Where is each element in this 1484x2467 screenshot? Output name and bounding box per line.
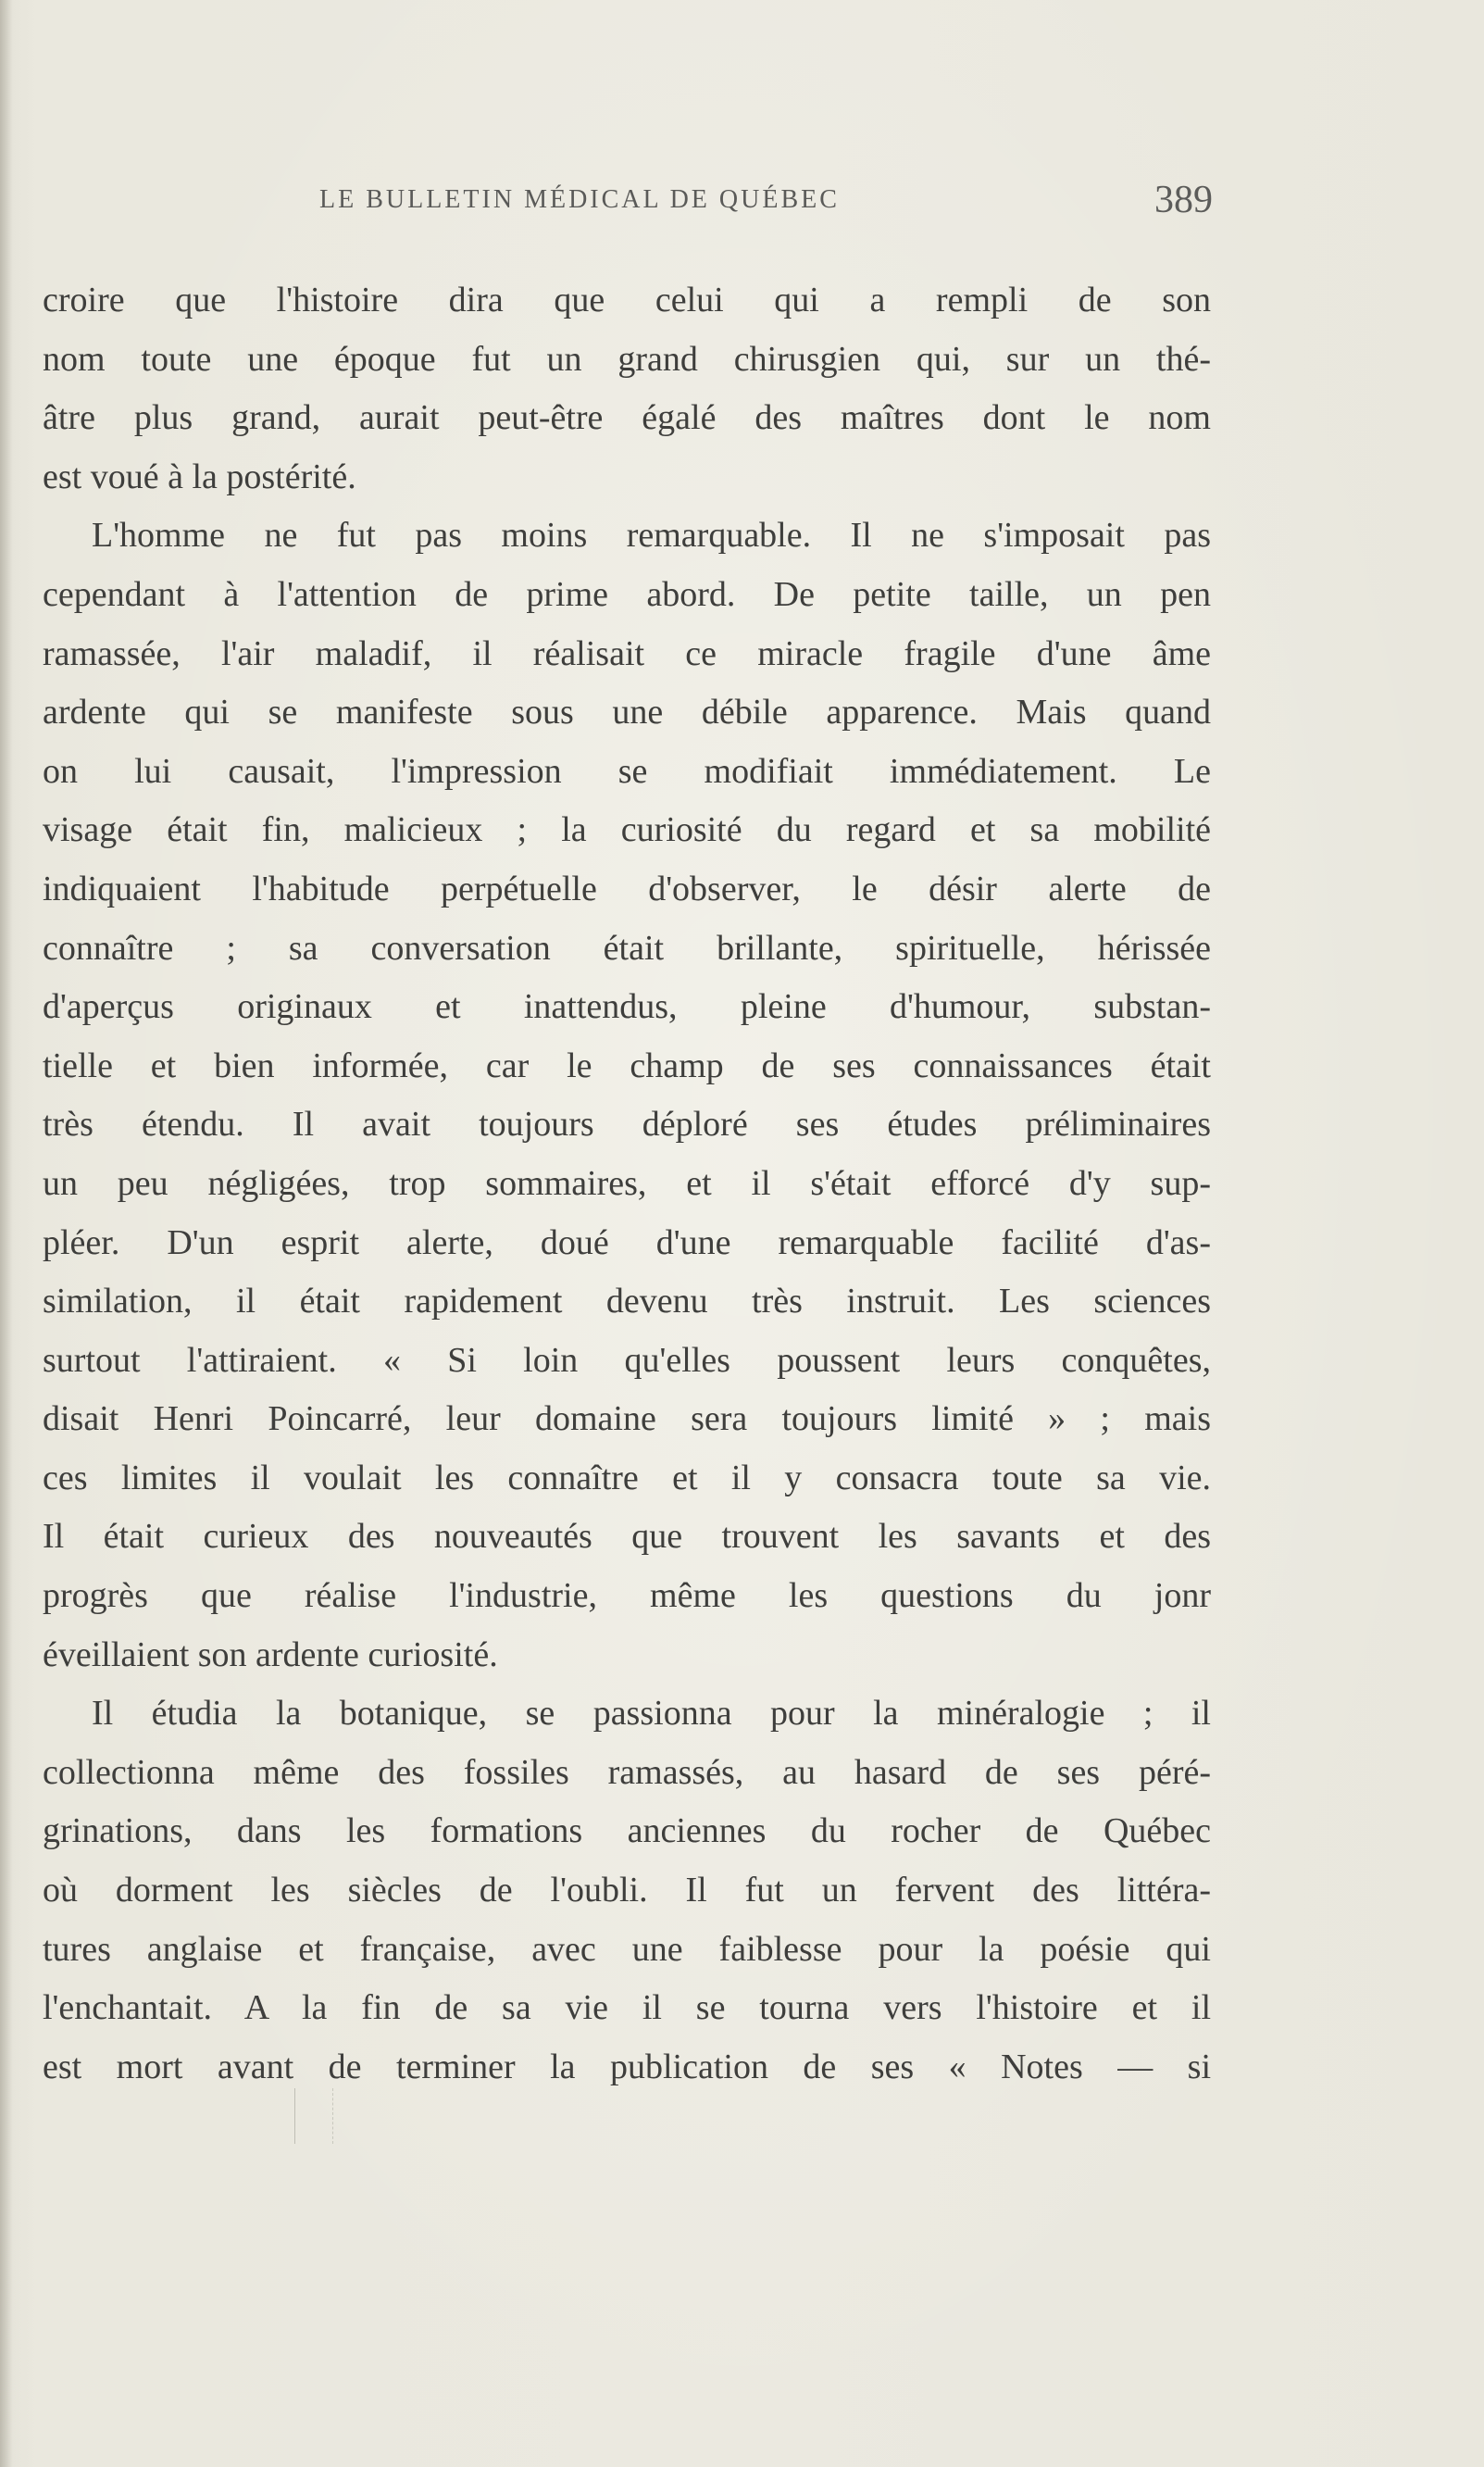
paragraph-first-line: L'homme ne fut pas moins remarquable. Il ne s'imposait pas bbox=[92, 516, 1211, 556]
text-line: disait Henri Poincarré, leur domaine sera toujours limité » ; mais bbox=[43, 1399, 1211, 1439]
text-line: l'enchantait. A la fin de sa vie il se tourna vers l'histoire et il bbox=[43, 1988, 1211, 2028]
text-line: visage était fin, malicieux ; la curiosité du regard et sa mobilité bbox=[43, 810, 1211, 850]
text-line: un peu négligées, trop sommaires, et il s'était efforcé d'y sup- bbox=[43, 1163, 1211, 1203]
text-line: ces limites il voulait les connaître et il y consacra toute sa vie. bbox=[43, 1458, 1211, 1497]
text-line: tures anglaise et française, avec une faiblesse pour la poésie qui bbox=[43, 1929, 1211, 1969]
text-line: ardente qui se manifeste sous une débile apparence. Mais quand bbox=[43, 693, 1211, 733]
binding-shadow bbox=[0, 0, 13, 2467]
text-line: âtre plus grand, aurait peut-être égalé des maîtres dont le nom bbox=[43, 398, 1211, 438]
text-line: nom toute une époque fut un grand chirusgien qui, sur un thé- bbox=[43, 339, 1211, 379]
text-line: progrès que réalise l'industrie, même les questions du jonr bbox=[43, 1576, 1211, 1616]
text-line: éveillaient son ardente curiosité. bbox=[43, 1634, 498, 1674]
paragraph-first-line: Il étudia la botanique, se passionna pour la minéralogie ; il bbox=[92, 1694, 1211, 1734]
text-line: tielle et bien informée, car le champ de ses connaissances était bbox=[43, 1046, 1211, 1085]
text-line: grinations, dans les formations anciennes du rocher de Québec bbox=[43, 1811, 1211, 1851]
running-title: LE BULLETIN MÉDICAL DE QUÉBEC bbox=[319, 185, 840, 214]
text-line: ramassée, l'air maladif, il réalisait ce miracle fragile d'une âme bbox=[43, 633, 1211, 673]
text-line: est voué à la postérité. bbox=[43, 457, 356, 496]
text-line: est mort avant de terminer la publication de ses « Notes — si bbox=[43, 2047, 1211, 2086]
text-line: collectionna même des fossiles ramassés, au hasard de ses péré- bbox=[43, 1752, 1211, 1792]
text-line: très étendu. Il avait toujours déploré ses études préliminaires bbox=[43, 1105, 1211, 1145]
text-line: similation, il était rapidement devenu très instruit. Les sciences bbox=[43, 1282, 1211, 1321]
text-line: surtout l'attiraient. « Si loin qu'elles poussent leurs conquêtes, bbox=[43, 1340, 1211, 1380]
text-line: où dorment les siècles de l'oubli. Il fut un fervent des littéra- bbox=[43, 1871, 1211, 1910]
text-line: indiquaient l'habitude perpétuelle d'observer, le désir alerte de bbox=[43, 869, 1211, 908]
text-line: connaître ; sa conversation était brillante, spirituelle, hérissée bbox=[43, 928, 1211, 968]
text-line: Il était curieux des nouveautés que trouvent les savants et des bbox=[43, 1517, 1211, 1557]
text-line: on lui causait, l'impression se modifiait immédiatement. Le bbox=[43, 751, 1211, 791]
page-number: 389 bbox=[1154, 179, 1213, 221]
text-line: d'aperçus originaux et inattendus, pleine d'humour, substan- bbox=[43, 987, 1211, 1027]
text-line: pléer. D'un esprit alerte, doué d'une remarquable facilité d'as- bbox=[43, 1222, 1211, 1262]
text-line: cependant à l'attention de prime abord. De petite taille, un pen bbox=[43, 574, 1211, 614]
paper-blemish bbox=[294, 2088, 333, 2144]
running-header bbox=[0, 179, 1484, 222]
body-text bbox=[43, 271, 1211, 2097]
text-line: croire que l'histoire dira que celui qui a rempli de son bbox=[43, 281, 1211, 319]
